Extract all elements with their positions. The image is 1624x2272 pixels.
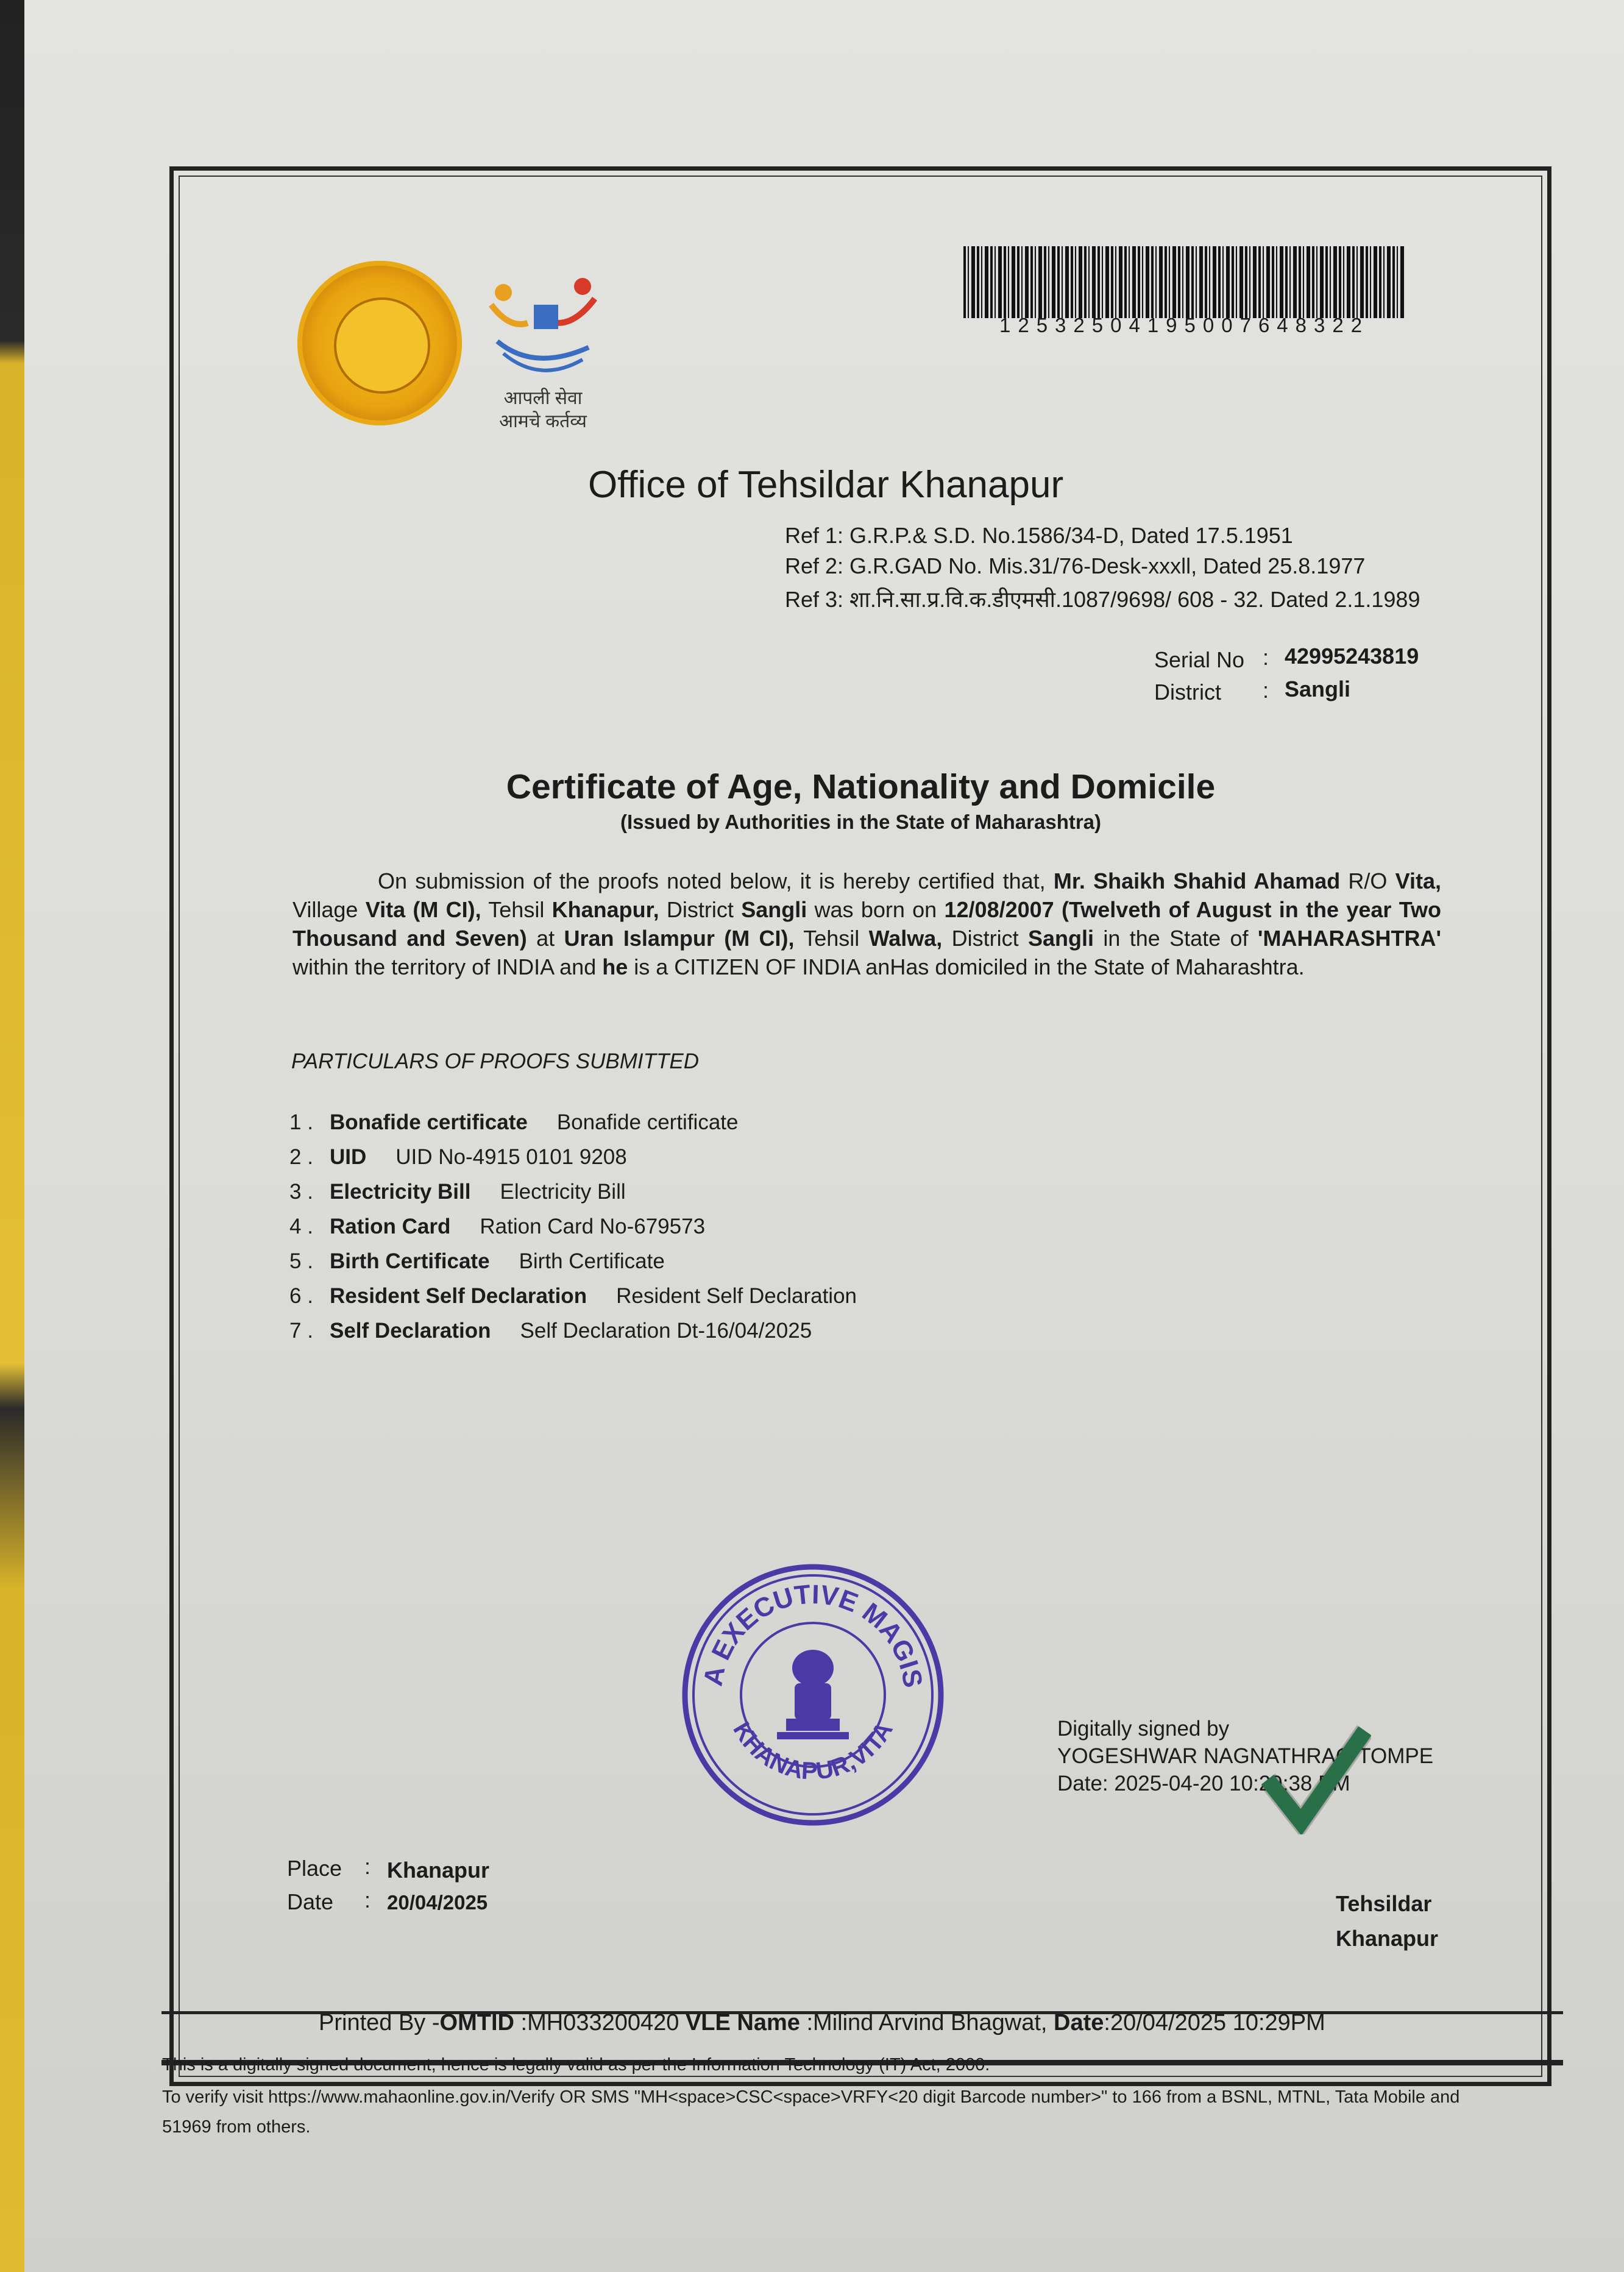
proof-item: 1 . Bonafide certificate Bonafide certificate — [289, 1110, 739, 1134]
ref-1: Ref 1: G.R.P.& S.D. No.1586/34-D, Dated 17.5.1951 — [785, 523, 1293, 548]
svg-text:TALUKA EXECUTIVE MAGISTRATE: A EXECUTIVE MAGIS — [698, 1579, 928, 1690]
aapli-seva-logo — [485, 268, 601, 433]
date-value: 20/04/2025 — [387, 1891, 488, 1914]
serial-value: 42995243819 — [1285, 644, 1419, 669]
district-colon: : — [1263, 678, 1269, 703]
signature-valid-check-icon — [1261, 1719, 1371, 1834]
date-label: Date — [287, 1889, 334, 1914]
certificate-title: Certificate of Age, Nationality and Domicile — [506, 767, 1216, 806]
proof-item: 6 . Resident Self Declaration Resident Self Declaration — [289, 1284, 857, 1308]
maharashtra-seal-logo — [297, 261, 462, 425]
disclaimer-line-1: This is a digitally signed document, hence is legally valid as per the Information Technology (IT) Act, 2000. — [162, 2055, 990, 2075]
disclaimer-line-3: 51969 from others. — [162, 2117, 311, 2137]
svg-text:KHANAPUR,VITA: KHANAPUR,VITA — [728, 1717, 898, 1785]
proof-item: 3 . Electricity Bill Electricity Bill — [289, 1180, 626, 1204]
place-colon: : — [364, 1854, 371, 1879]
barcode — [963, 246, 1405, 318]
digital-signature-date: Date: 2025-04-20 10:29:38 PM — [1057, 1772, 1350, 1795]
signatory-place: Khanapur — [1336, 1926, 1439, 1951]
signatory-title: Tehsildar — [1336, 1891, 1432, 1916]
proof-item: 4 . Ration Card Ration Card No-679573 — [289, 1215, 706, 1238]
ref-3: Ref 3: शा.नि.सा.प्र.वि.क.डीएमसी.1087/9698/ 608 - 32. Dated 2.1.1989 — [785, 587, 1420, 612]
printed-by: Printed By -OMTID :MH033200420 VLE Name :Milind Arvind Bhagwat, Date:20/04/2025 10:29PM — [319, 2010, 1325, 2036]
date-colon: : — [364, 1887, 371, 1912]
barcode-number: 12532504195007648322 — [999, 314, 1370, 336]
magistrate-stamp — [679, 1561, 946, 1828]
logo-tagline: आपली सेवा आमचे कर्तव्य — [499, 388, 587, 431]
serial-label: Serial No — [1154, 647, 1245, 672]
digital-signature-signer: YOGESHWAR NAGNATHRAO TOMPE — [1057, 1744, 1434, 1768]
disclaimer-line-2: To verify visit https://www.mahaonline.gov.in/Verify OR SMS "MH<space>CSC<space>VRFY<20 digit Barcode number>" to 166 from a BSNL, MTNL, Tata Mobile and — [162, 2087, 1460, 2107]
proof-item: 5 . Birth Certificate Birth Certificate — [289, 1249, 665, 1273]
ref-2: Ref 2: G.R.GAD No. Mis.31/76-Desk-xxxll, Dated 25.8.1977 — [785, 553, 1366, 578]
place-label: Place — [287, 1856, 342, 1881]
certificate-subtitle: (Issued by Authorities in the State of Maharashtra) — [620, 811, 1102, 833]
district-label: District — [1154, 680, 1221, 705]
certificate-body: On submission of the proofs noted below, it is hereby certified that, Mr. Shaikh Shahid Ahamad R/O Vita, Village Vita (M CI), Tehsil Khanapur, District Sangli was born on 12/08/2007 (Twelveth of August in the year Two Thousand and Seven) at Uran Islampur (M CI), Tehsil Walwa, District Sangli in the State of 'MAHARASHTRA' within the territory of INDIA and he is a CITIZEN OF INDIA anHas domiciled in the State of Maharashtra. — [293, 868, 1442, 979]
proof-item: 7 . Self Declaration Self Declaration Dt-16/04/2025 — [289, 1319, 812, 1343]
district-value: Sangli — [1285, 676, 1351, 701]
place-value: Khanapur — [387, 1858, 490, 1883]
serial-colon: : — [1263, 645, 1269, 670]
office-title: Office of Tehsildar Khanapur — [588, 464, 1064, 506]
particulars-heading: PARTICULARS OF PROOFS SUBMITTED — [291, 1049, 699, 1073]
proof-item: 2 . UID UID No-4915 0101 9208 — [289, 1145, 627, 1169]
digital-signature-line1: Digitally signed by — [1057, 1717, 1230, 1741]
